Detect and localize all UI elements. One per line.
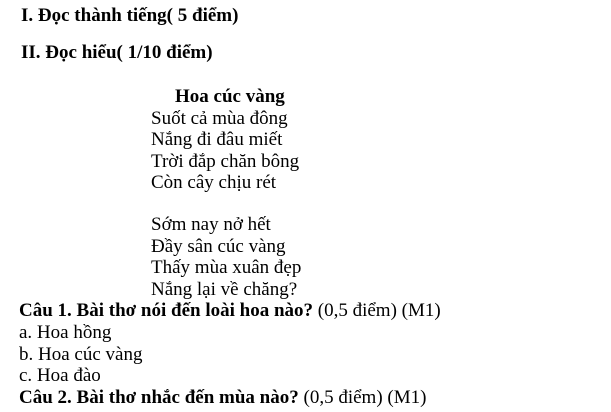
poem-line: Thấy mùa xuân đẹp bbox=[151, 257, 302, 279]
stanza-spacer bbox=[151, 194, 301, 214]
section-heading-reading-aloud: I. Đọc thành tiếng( 5 điểm) bbox=[21, 5, 239, 26]
section-heading-reading-comprehension: II. Đọc hiểu( 1/10 điểm) bbox=[21, 42, 213, 63]
poem-line: Suốt cả mùa đông bbox=[151, 107, 288, 129]
poem-line: Nắng đi đâu miết bbox=[151, 129, 283, 151]
question-1-option-b: b. Hoa cúc vàng bbox=[19, 343, 143, 365]
question-2 bbox=[19, 387, 441, 409]
poem-line: Đầy sân cúc vàng bbox=[151, 235, 286, 257]
question-1-points: (0,5 điểm) (M1) bbox=[313, 300, 441, 321]
question-1 bbox=[19, 300, 441, 322]
poem-line: Trời đắp chăn bông bbox=[151, 150, 300, 172]
poem-line: Sớm nay nở hết bbox=[151, 213, 271, 235]
poem-block bbox=[151, 86, 301, 300]
poem-line: Còn cây chịu rét bbox=[151, 172, 277, 194]
question-1-option-c: c. Hoa đào bbox=[19, 365, 101, 387]
question-2-points: (0,5 điểm) (M1) bbox=[298, 387, 427, 409]
questions-block bbox=[19, 300, 441, 409]
poem-title: Hoa cúc vàng bbox=[175, 86, 285, 107]
poem-line: Nắng lại về chăng? bbox=[151, 278, 298, 300]
question-1-label: Câu 1. Bài thơ nói đến loài hoa nào? bbox=[19, 300, 314, 321]
question-2-label: Câu 2. Bài thơ nhắc đến mùa nào? bbox=[19, 387, 299, 409]
question-1-option-a: a. Hoa hồng bbox=[19, 321, 112, 343]
